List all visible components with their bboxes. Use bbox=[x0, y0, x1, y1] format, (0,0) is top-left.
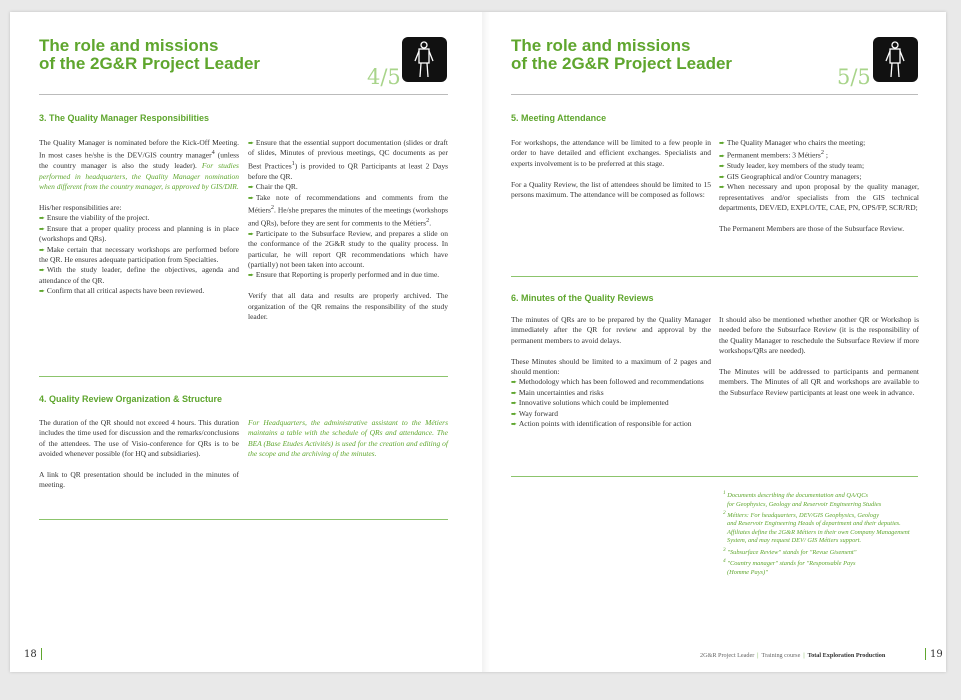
arrow-right-icon: ➨ bbox=[39, 214, 45, 223]
right-title bbox=[511, 37, 732, 73]
list-item-text: Ensure that Reporting is properly performed and in due time. bbox=[255, 270, 440, 280]
list-item-text: Chair the QR. bbox=[255, 182, 298, 192]
right-title-line2: of the 2G&R Project Leader bbox=[511, 54, 733, 73]
responsibilities-list bbox=[39, 213, 239, 296]
right-page-number: 19 bbox=[930, 649, 943, 660]
left-title bbox=[39, 37, 260, 73]
footnote-ref: 1 bbox=[291, 159, 295, 167]
list-item-text: ) is provided to QR Participants at least 2 Days before the QR. bbox=[248, 161, 448, 181]
list-item-text: . He/she prepares the minutes of the meetings (workshops and QRs), before they are sent for comments to the Métiers bbox=[248, 205, 448, 228]
section6-col2 bbox=[719, 315, 919, 409]
section5-col2 bbox=[719, 138, 919, 245]
list-item-text: Innovative solutions which could be implemented bbox=[518, 398, 669, 408]
footnote-number: 1 bbox=[723, 490, 726, 496]
footnote bbox=[719, 546, 924, 558]
list-item bbox=[511, 409, 711, 419]
left-page-number: 18 bbox=[24, 649, 37, 660]
list-item-text: . bbox=[429, 218, 432, 228]
footnote-ref: 2 bbox=[820, 149, 824, 157]
list-item-text: Main uncertainties and risks bbox=[518, 387, 604, 397]
arrow-right-icon: ➨ bbox=[719, 172, 725, 181]
footnote-text: Métiers: For headquarters, DEV/GIS Geophysics, Geology bbox=[727, 512, 880, 520]
footnote bbox=[719, 509, 924, 546]
list-item-text: With the study leader, define the objectives, agenda and attendance of the QR. bbox=[39, 265, 239, 285]
left-title-line1: The role and missions bbox=[39, 36, 219, 55]
list-item-text: Way forward bbox=[518, 408, 559, 418]
section-divider bbox=[39, 376, 448, 377]
arrow-right-icon: ➨ bbox=[248, 139, 254, 147]
arrow-right-icon: ➨ bbox=[248, 193, 254, 202]
section4-paragraph1: The duration of the QR should not exceed 4 hours. This duration includes the time used for discussion and the remarks/conclusions of the attendees. The use of Visio-conference for QRs is to be avoided whenever possible (for HQ and subsidiaries). bbox=[39, 418, 239, 459]
figure-icon bbox=[402, 37, 447, 82]
section-divider bbox=[39, 519, 448, 520]
figure-icon-graphic bbox=[885, 41, 905, 79]
arrow-right-icon: ➨ bbox=[511, 378, 517, 387]
arrow-right-icon: ➨ bbox=[511, 420, 517, 429]
list-item bbox=[719, 161, 919, 171]
list-item bbox=[248, 193, 448, 229]
arrow-right-icon: ➨ bbox=[248, 271, 254, 280]
arrow-right-icon: ➨ bbox=[39, 224, 45, 233]
list-item-text: Permanent members: 3 Métiers bbox=[726, 150, 821, 160]
section-divider bbox=[511, 476, 918, 477]
arrow-right-icon: ➨ bbox=[511, 409, 517, 418]
right-page-fraction: 5/5 bbox=[837, 65, 871, 89]
left-title-line2: of the 2G&R Project Leader bbox=[39, 54, 261, 73]
footnote-text: for Geophysics, Geology and Reservoir Engineering Studies bbox=[727, 500, 882, 508]
list-item-text: Methodology which has been followed and recommendations bbox=[518, 377, 704, 387]
section5-heading: 5. Meeting Attendance bbox=[511, 113, 607, 123]
section3-col2 bbox=[248, 138, 448, 333]
footnote-text: "Subsurface Review" stands for "Revue Gisement" bbox=[727, 548, 857, 556]
page-number-bar bbox=[925, 648, 926, 660]
responsibilities-label: His/her responsibilities are: bbox=[39, 202, 122, 212]
list-item-text: Action points with identification of responsible for action bbox=[518, 419, 692, 429]
footnote-number: 4 bbox=[723, 558, 726, 565]
list-item bbox=[719, 182, 919, 213]
left-page bbox=[10, 12, 482, 672]
footer-separator: | bbox=[803, 652, 805, 659]
arrow-right-icon: ➨ bbox=[39, 245, 45, 254]
section3-intro: The Quality Manager is nominated before the Kick-Off Meeting. In most cases he/she is the DEV/GIS country manager bbox=[39, 138, 239, 160]
arrow-right-icon: ➨ bbox=[39, 287, 45, 296]
section-divider bbox=[511, 276, 918, 277]
section5-closing: The Permanent Members are those of the Subsurface Review. bbox=[719, 223, 905, 233]
footnote-text: Documents describing the documentation and QA/QCs bbox=[727, 492, 869, 500]
right-title-line1: The role and missions bbox=[511, 36, 691, 55]
list-item bbox=[511, 388, 711, 398]
arrow-right-icon: ➨ bbox=[719, 183, 725, 192]
footnote-text: and Reservoir Engineering Heads of department and their deputies. Affiliates define the 2G&R Métiers in their own Company Management System, and may request DEV/ GIS Métiers support. bbox=[727, 520, 910, 545]
list-item bbox=[511, 419, 711, 429]
attendees-list bbox=[719, 138, 919, 213]
list-item-text: When necessary and upon proposal by the quality manager, representatives and/or specialists from the GIS technical departments, DEV/ED, EXPLO/TE, CAE, PN, OPS/FP, SCR/RD; bbox=[719, 182, 919, 212]
section3-closing: Verify that all data and results are properly archived. The organization of the QR remains the responsibility of the study leader. bbox=[248, 291, 448, 321]
section6-heading: 6. Minutes of the Quality Reviews bbox=[511, 293, 654, 303]
footnote-ref: 4 bbox=[211, 149, 215, 157]
responsibilities-list-continued bbox=[248, 138, 448, 281]
arrow-right-icon: ➨ bbox=[511, 399, 517, 408]
section3-col1 bbox=[39, 138, 239, 297]
list-item-text: Ensure that a proper quality process and planning is in place (workshops and QRs). bbox=[39, 223, 239, 244]
footnote-text: (Homme Pays)" bbox=[727, 568, 768, 576]
section6-paragraph2: These Minutes should be limited to a maximum of 2 pages and should mention: bbox=[511, 356, 711, 377]
list-item-text: Confirm that all critical aspects have been reviewed. bbox=[46, 286, 205, 296]
running-footer bbox=[700, 652, 885, 659]
list-item-text: The Quality Manager who chairs the meeting; bbox=[726, 138, 866, 147]
figure-icon-graphic bbox=[414, 41, 434, 79]
list-item bbox=[39, 245, 239, 266]
section5-paragraph2: For a Quality Review, the list of attendees should be limited to 15 persons maximum. The attendance will be composed as follows: bbox=[511, 179, 711, 200]
list-item-text: Take note of recommendations and comments from the Métiers bbox=[248, 192, 448, 215]
arrow-right-icon: ➨ bbox=[719, 151, 725, 160]
list-item-text: Study leader, key members of the study team; bbox=[726, 161, 865, 171]
footer-separator: | bbox=[757, 652, 759, 659]
arrow-right-icon: ➨ bbox=[248, 229, 254, 238]
list-item bbox=[248, 229, 448, 271]
list-item bbox=[719, 148, 919, 161]
list-item bbox=[719, 172, 919, 182]
footnote-number: 3 bbox=[723, 546, 726, 553]
footer-company: Total Exploration Production bbox=[807, 652, 886, 659]
list-item-text: Participate to the Subsurface Review, and prepares a slide on the conformance of the 2G&R study to the quality process. In particular, he will report QR recommendations which have (partially) not been taken into account. bbox=[248, 228, 448, 269]
document-spread bbox=[10, 12, 946, 672]
list-item-text: Ensure that the essential support documentation (slides or draft of slides, Minutes of previous meetings, QC documents as per Best Practices bbox=[248, 138, 448, 171]
section5-col1 bbox=[511, 138, 711, 211]
footnote-ref: 2 bbox=[270, 203, 275, 211]
footnote bbox=[719, 557, 924, 577]
section4-heading: 4. Quality Review Organization & Structure bbox=[39, 394, 223, 404]
footer-course-type: Training course bbox=[761, 652, 801, 659]
section4-note: For Headquarters, the administrative assistant to the Métiers maintains a table with the schedule of QRs and attendance. The BEA (Base Etudes Activités) is used for the creation and editing of the scope and the archiving of the minutes. bbox=[248, 418, 448, 459]
section6-col1 bbox=[511, 315, 711, 429]
right-page bbox=[482, 12, 946, 672]
section5-paragraph1: For workshops, the attendance will be limited to a few people in order to have detailed and efficient exchanges. Specialists and experts involvement is to be preferred at this stage. bbox=[511, 138, 711, 168]
page-number-bar bbox=[41, 648, 42, 660]
arrow-right-icon: ➨ bbox=[719, 162, 725, 171]
list-item bbox=[248, 182, 448, 192]
list-item bbox=[248, 270, 448, 280]
section3-intro-note: For studies performed in headquarters, the Quality Manager nomination when different from the country manager, is approved by GIS/DIR. bbox=[39, 161, 239, 192]
list-item-text: ; bbox=[823, 150, 828, 160]
footnote-ref: 2 bbox=[426, 216, 430, 224]
section3-heading: 3. The Quality Manager Responsibilities bbox=[39, 113, 210, 123]
footer-course-title: 2G&R Project Leader bbox=[700, 652, 755, 659]
footnote-text: "Country manager" stands for "Responsable Pays bbox=[727, 560, 856, 568]
list-item bbox=[511, 377, 711, 387]
arrow-right-icon: ➨ bbox=[248, 183, 254, 192]
list-item-text: Ensure the viability of the project. bbox=[46, 213, 150, 223]
section6-paragraph3: It should also be mentioned whether another QR or Workshop is needed before the Subsurface Review (it is the responsibility of the Quality Manager to reschedule the Subsurface Review if more workshops/QRs are needed). bbox=[719, 315, 919, 356]
footnote-number: 2 bbox=[723, 509, 726, 516]
minutes-list bbox=[511, 377, 711, 429]
list-item bbox=[511, 398, 711, 408]
section4-col2 bbox=[248, 418, 448, 470]
list-item-text: GIS Geographical and/or Country managers; bbox=[726, 171, 862, 181]
left-page-fraction: 4/5 bbox=[367, 65, 401, 89]
arrow-right-icon: ➨ bbox=[719, 139, 725, 147]
list-item bbox=[39, 286, 239, 296]
section3-intro-tail: (unless the country manager is also the study leader). bbox=[39, 150, 240, 171]
list-item bbox=[719, 138, 919, 148]
section4-col1 bbox=[39, 418, 239, 501]
list-item bbox=[248, 138, 448, 182]
list-item-text: Make certain that necessary workshops are performed before the QR. He ensures adequate participation from Specialties. bbox=[39, 244, 239, 264]
figure-icon bbox=[873, 37, 918, 82]
list-item bbox=[39, 224, 239, 245]
section6-paragraph1: The minutes of QRs are to be prepared by the Quality Manager immediately after the QR for review and approval by the permanent members to avoid delays. bbox=[511, 315, 711, 345]
left-title-rule bbox=[39, 94, 448, 95]
list-item bbox=[39, 265, 239, 286]
section6-paragraph4: The Minutes will be addressed to participants and permanent members. The Minutes of all QR and workshops are available to the Subsurface Review participants at least one week in advance. bbox=[719, 367, 919, 397]
footnotes bbox=[719, 489, 924, 577]
list-item bbox=[39, 213, 239, 223]
footnote bbox=[719, 489, 924, 509]
arrow-right-icon: ➨ bbox=[511, 388, 517, 397]
section4-paragraph2: A link to QR presentation should be included in the minutes of meeting. bbox=[39, 470, 239, 490]
arrow-right-icon: ➨ bbox=[39, 266, 45, 275]
right-title-rule bbox=[511, 94, 918, 95]
